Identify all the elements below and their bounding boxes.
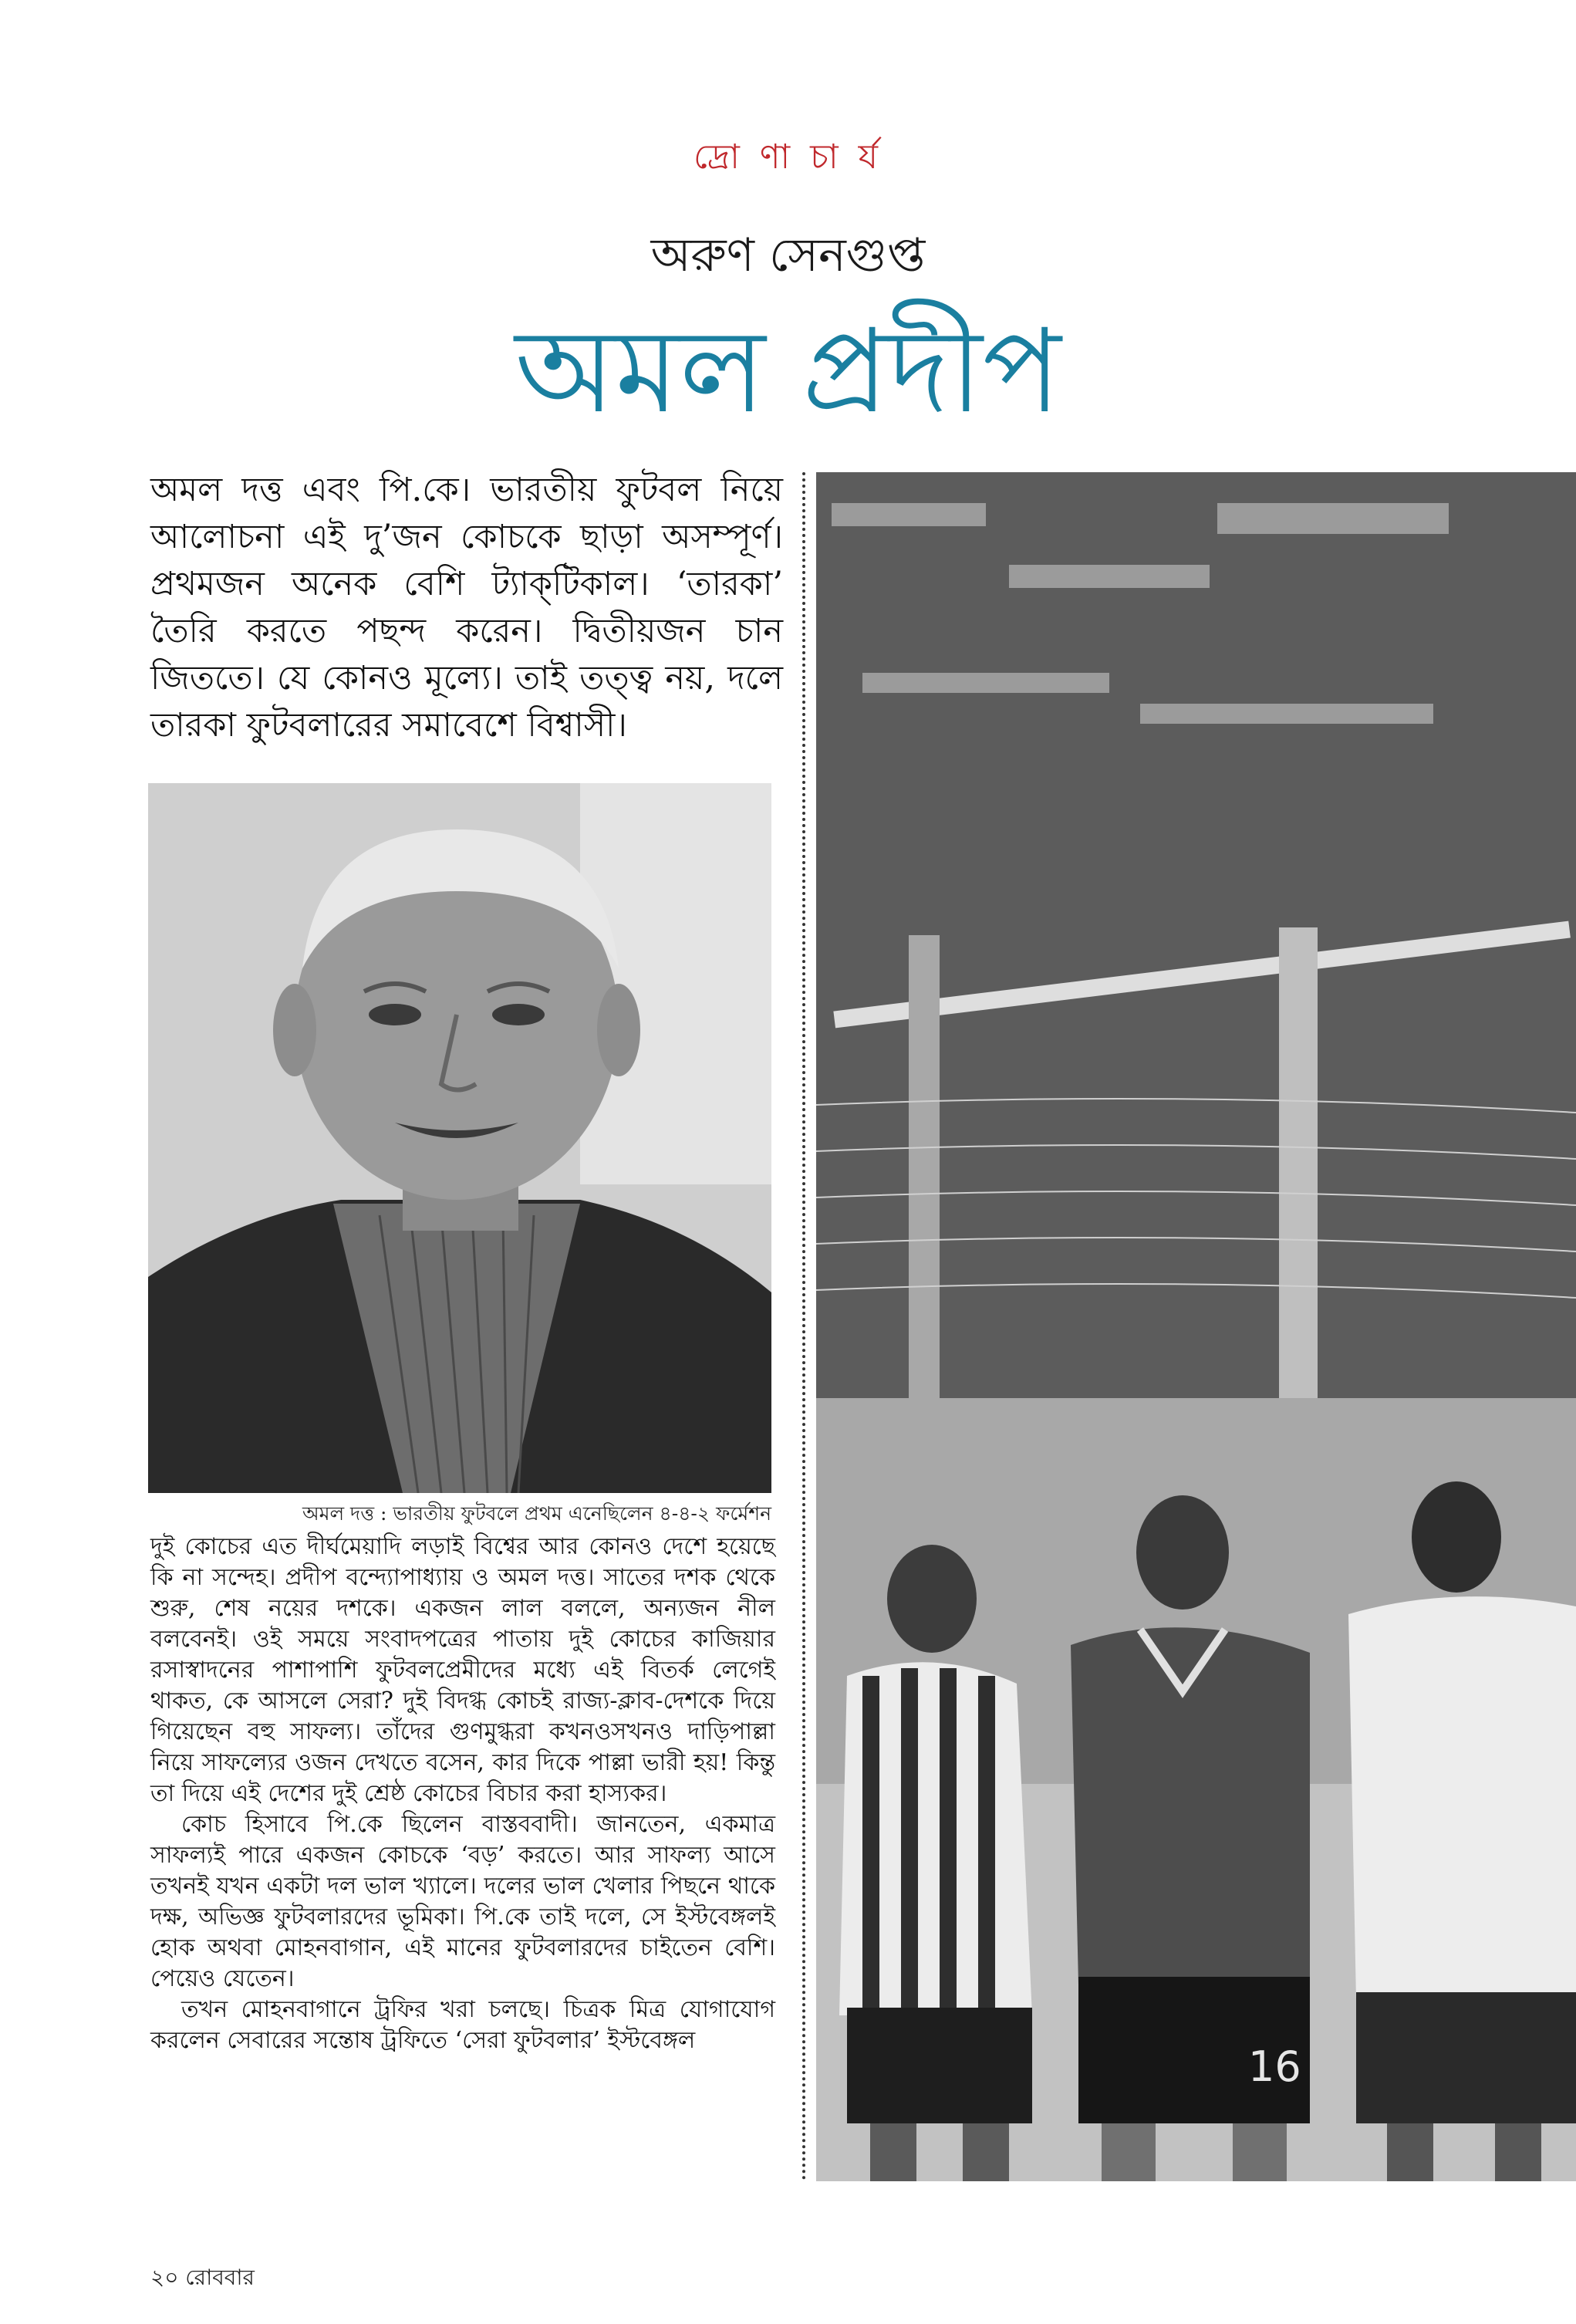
article-headline: অমল প্রদীপ [515,305,1061,439]
column-divider [802,472,805,2181]
section-label: দ্রো ণা চা র্য [693,137,883,177]
author-byline: অরুণ সেনগুপ্ত [650,228,926,282]
page-footer: ২০ রোববার [150,2265,255,2290]
paragraph: তখন মোহনবাগানে ট্রফির খরা চলছে। চিত্রক মিত্র যোগাযোগ করলেন সেবারের সন্তোষ ট্রফিতে ‘সেরা ফুটবলার’ ইস্টবেঙ্গল [150,1996,775,2054]
article-body [150,1532,775,2056]
paragraph: কোচ হিসাবে পি.কে ছিলেন বাস্তববাদী। জানতেন, একমাত্র সাফল্যই পারে একজন কোচকে ‘বড়’ করতে। আর সাফল্য আসে তখনই যখন একটা দল ভাল খ্যালে। দলের ভাল খেলার পিছনে থাকে দক্ষ, অভিজ্ঞ ফুটবলারদের ভূমিকা। পি.কে তাই দলে, সে ইস্টবেঙ্গলই হোক অথবা মোহনবাগান, এই মানের ফুটবলারদের চাইতেন বেশি। পেয়েও যেতেন। [150,1811,775,1992]
football-photo-illustration [816,472,1576,2181]
football-team-photo [816,472,1576,2181]
article-intro: অমল দত্ত এবং পি.কে। ভারতীয় ফুটবল নিয়ে আলোচনা এই দু’জন কোচকে ছাড়া অসম্পূর্ণ। প্রথমজন অনেক বেশি ট্যাক্‌টিকাল। ‘তারকা’ তৈরি করতে পছন্দ করেন। দ্বিতীয়জন চান জিততে। যে কোনও মূল্যে। তাই তত্ত্ব নয়, দলে তারকা ফুটবলারের সমাবেশে বিশ্বাসী। [150,471,783,745]
portrait-photo [148,783,771,1493]
portrait-illustration [148,783,771,1493]
paragraph: দুই কোচের এত দীর্ঘমেয়াদি লড়াই বিশ্বের আর কোনও দেশে হয়েছে কি না সন্দেহ। প্রদীপ বন্দ্যোপাধ্যায় ও অমল দত্ত। সাতের দশক থেকে শুরু, শেষ নয়ের দশকে। একজন লাল বললে, অন্যজন নীল বলবেনই। ওই সময়ে সংবাদপত্রের পাতায় দুই কোচের কাজিয়ার রসাস্বাদনের পাশাপাশি ফুটবলপ্রেমীদের মধ্যে এই বিতর্ক লেগেই থাকত, কে আসলে সেরা? দুই বিদগ্ধ কোচই রাজ্য-ক্লাব-দেশকে দিয়ে গিয়েছেন বহু সাফল্য। তাঁদের গুণমুগ্ধরা কখনওসখনও দাড়িপাল্লা নিয়ে সাফল্যের ওজন দেখতে বসেন, কার দিকে পাল্লা ভারী হয়! কিন্তু তা দিয়ে এই দেশের দুই শ্রেষ্ঠ কোচের বিচার করা হাস্যকর। [150,1533,775,1807]
portrait-caption: অমল দত্ত : ভারতীয় ফুটবলে প্রথম এনেছিলেন ৪-৪-২ ফর্মেশন [302,1502,771,1525]
jersey-number: 16 [1248,2042,1301,2091]
